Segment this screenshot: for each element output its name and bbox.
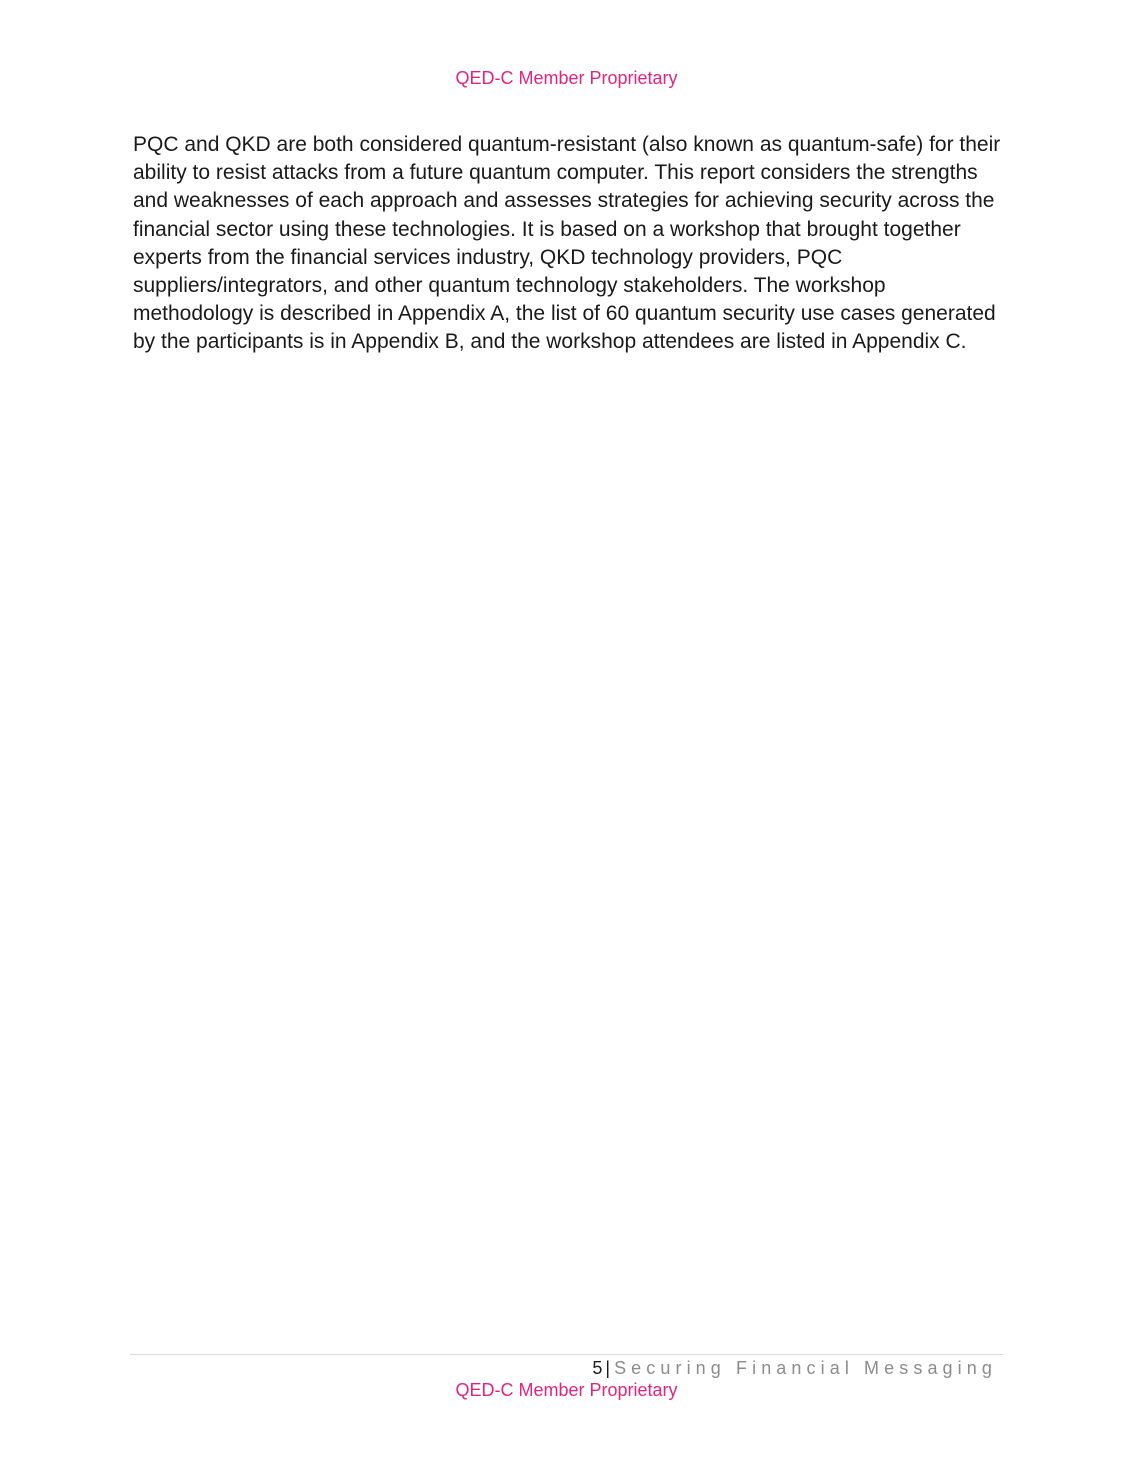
footer-page-info: [592, 1356, 997, 1380]
footer-separator: |: [605, 1358, 611, 1378]
footer-proprietary-label: QED-C Member Proprietary: [455, 1380, 678, 1400]
document-title: Securing Financial Messaging: [614, 1358, 997, 1378]
header-proprietary-label: QED-C Member Proprietary: [455, 68, 678, 88]
body-paragraph: PQC and QKD are both considered quantum-resistant (also known as quantum-safe) for their ability to resist attacks from a future quantum computer. This report considers the strengths and weaknesses of each approach and assesses strategies for achieving security across the financial sector using these technologies. It is based on a workshop that brought together experts from the financial services industry, QKD technology providers, PQC suppliers/integrators, and other quantum technology stakeholders. The workshop methodology is described in Appendix A, the list of 60 quantum security use cases generated by the participants is in Appendix B, and the workshop attendees are listed in Appendix C.: [133, 133, 1001, 354]
page-number: 5: [592, 1358, 603, 1378]
footer-divider: [130, 1354, 1003, 1355]
